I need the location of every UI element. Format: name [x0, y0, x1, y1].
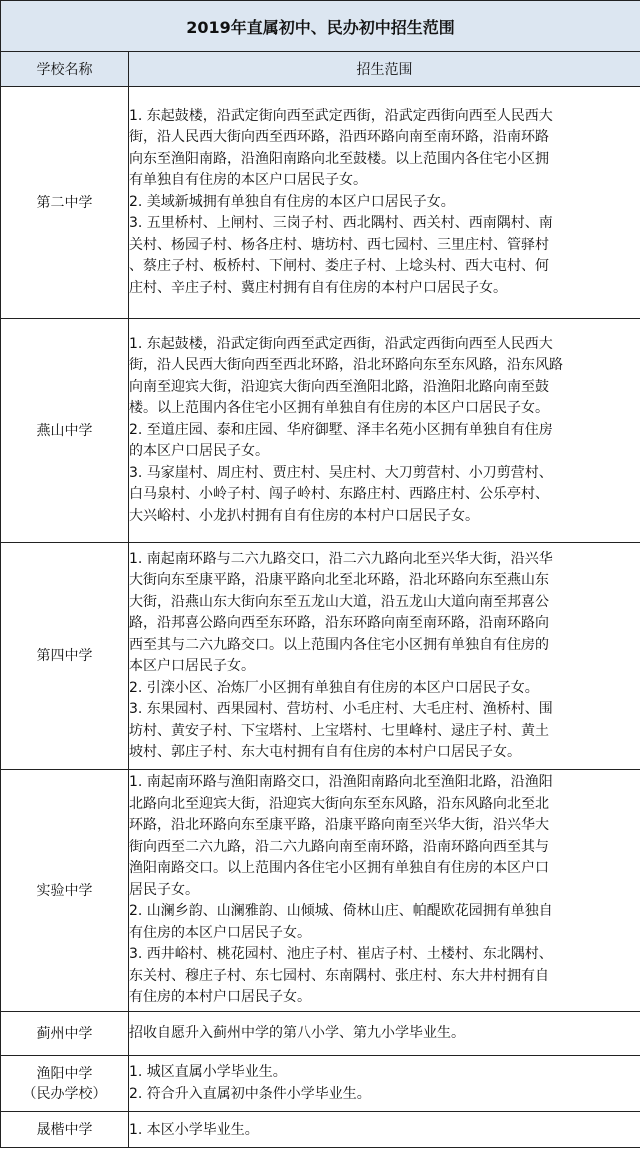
- scope-text-line: 2. 至道庄园、泰和庄园、华府御墅、泽丰名苑小区拥有单独自有住房: [129, 421, 553, 438]
- scope-text-line: 居民子女。: [129, 881, 199, 898]
- scope-text-line: 大街，沿燕山东大街向东至五龙山大道，沿五龙山大道向南至邦喜公: [129, 593, 549, 610]
- header-school: 学校名称: [1, 52, 129, 87]
- scope-text-line: 的本区户口居民子女。: [129, 443, 269, 460]
- scope-text-line: 楼。以上范围内各住宅小区拥有单独自有住房的本区户口居民子女。: [129, 400, 549, 417]
- school-name-cell: [1, 1056, 129, 1112]
- scope-text-line: 坡村、郭庄子村、东大屯村拥有自有住房的本村户口居民子女。: [129, 744, 521, 760]
- scope-text-line: 坊村、黄安子村、下宝塔村、上宝塔村、七里峰村、逯庄子村、黄土: [129, 722, 549, 739]
- scope-text-line: 2. 美域新城拥有单独自有住房的本区户口居民子女。: [129, 193, 455, 210]
- header-scope: 招生范围: [129, 52, 640, 87]
- table-row: [1, 1012, 640, 1056]
- scope-text-line: 1. 南起南环路与二六九路交口，沿二六九路向北至兴华大街，沿兴华: [129, 550, 553, 567]
- scope-text-line: 渔阳南路交口。以上范围内各住宅小区拥有单独自有住房的本区户口: [129, 860, 549, 877]
- title-row: [1, 1, 640, 52]
- admission-scope-cell: [129, 319, 640, 543]
- scope-text-line: 西至其与二六九路交口。以上范围内各住宅小区拥有单独自有住房的: [129, 636, 549, 653]
- school-name: 渔阳中学: [36, 1065, 93, 1082]
- scope-text-line: 庄村、辛庄子村、冀庄村拥有自有住房的本村户口居民子女。: [129, 279, 507, 296]
- table-row: [1, 319, 640, 543]
- header-row: [1, 52, 640, 87]
- admission-scope-cell: [129, 87, 640, 319]
- scope-text-line: 3. 马家崖村、周庄村、贾庄村、吴庄村、大刀剪营村、小刀剪营村、: [129, 464, 553, 481]
- table-title: 2019年直属初中、民办初中招生范围: [1, 1, 640, 52]
- admission-scope-cell: [129, 1012, 640, 1056]
- scope-text-line: 3. 东果园村、西果园村、营坊村、小毛庄村、大毛庄村、渔桥村、围: [129, 701, 553, 717]
- scope-text-line: 1. 东起鼓楼，沿武定街向西至武定西街，沿武定西街向西至人民西大: [129, 335, 553, 352]
- school-name: 燕山中学: [36, 422, 93, 439]
- scope-text-line: 大街向东至康平路，沿康平路向北至北环路，沿北环路向东至燕山东: [129, 572, 549, 588]
- scope-text-line: 环路，沿北环路向东至康平路，沿康平路向南至兴华大街，沿兴华大: [129, 817, 549, 834]
- school-name-cell: [1, 1112, 129, 1148]
- scope-text-line: 、蔡庄子村、板桥村、下闸村、娄庄子村、上埝头村、西大屯村、何: [129, 258, 549, 275]
- school-name-cell: [1, 543, 129, 770]
- admission-scope-cell: [129, 770, 640, 1012]
- table-row: [1, 1112, 640, 1148]
- scope-text-line: 关村、杨园子村、杨各庄村、塘坊村、西七园村、三里庄村、管驿村: [129, 236, 549, 253]
- table-row: [1, 1056, 640, 1112]
- scope-text-line: 2. 引滦小区、冶炼厂小区拥有单独自有住房的本区户口居民子女。: [129, 679, 539, 696]
- scope-text-line: 大兴峪村、小龙扒村拥有自有住房的本村户口居民子女。: [129, 507, 479, 524]
- admission-scope-cell: [129, 543, 640, 770]
- scope-text-line: 有单独自有住房的本区户口居民子女。: [129, 172, 367, 189]
- table-row: [1, 543, 640, 770]
- table-body: [1, 87, 640, 1148]
- school-type-note: （民办学校）: [22, 1085, 107, 1102]
- school-name: 实验中学: [36, 882, 93, 899]
- scope-text-line: 招收自愿升入蓟州中学的第八小学、第九小学毕业生。: [129, 1024, 465, 1041]
- admission-scope-cell: [129, 1112, 640, 1148]
- school-name-cell: [1, 1012, 129, 1056]
- scope-text-line: 路，沿邦喜公路向西至东环路，沿东环路向南至南环路，沿南环路向: [129, 615, 549, 631]
- school-name: 晟楷中学: [36, 1122, 93, 1138]
- school-name-cell: [1, 87, 129, 319]
- table-row: [1, 770, 640, 1012]
- school-name-cell: [1, 770, 129, 1012]
- scope-text-line: 1. 本区小学毕业生。: [129, 1122, 259, 1138]
- scope-text-line: 向东至渔阳南路，沿渔阳南路向北至鼓楼。以上范围内各住宅小区拥: [129, 150, 549, 167]
- scope-text-line: 向南至迎宾大街，沿迎宾大街向西至渔阳北路，沿渔阳北路向南至鼓: [129, 378, 549, 395]
- scope-text-line: 3. 五里桥村、上闸村、三岗子村、西北隅村、西关村、西南隅村、南: [129, 215, 553, 232]
- scope-text-line: 2. 山澜乡韵、山澜雅韵、山倾城、倚林山庄、帕醍欧花园拥有单独自: [129, 903, 553, 920]
- school-name: 蓟州中学: [36, 1025, 93, 1042]
- scope-text-line: 白马泉村、小岭子村、闯子岭村、东路庄村、西路庄村、公乐亭村、: [129, 486, 549, 503]
- scope-text-line: 3. 西井峪村、桃花园村、池庄子村、崔店子村、土楼村、东北隅村、: [129, 946, 553, 963]
- scope-text-line: 北路向北至迎宾大街，沿迎宾大街向东至东风路，沿东风路向北至北: [129, 795, 549, 812]
- school-name-cell: [1, 319, 129, 543]
- scope-text-line: 街，沿人民西大街向西至西北环路，沿北环路向东至东风路，沿东风路: [129, 357, 563, 374]
- scope-text-line: 有住房的本村户口居民子女。: [129, 989, 311, 1006]
- scope-text-line: 1. 城区直属小学毕业生。: [129, 1064, 287, 1080]
- table-row: [1, 87, 640, 319]
- scope-text-line: 1. 东起鼓楼，沿武定街向西至武定西街，沿武定西街向西至人民西大: [129, 107, 553, 124]
- scope-text-line: 本区户口居民子女。: [129, 658, 255, 674]
- school-name: 第四中学: [36, 648, 93, 664]
- scope-text-line: 2. 符合升入直属初中条件小学毕业生。: [129, 1085, 371, 1102]
- school-name: 第二中学: [36, 194, 93, 211]
- scope-text-line: 1. 南起南环路与渔阳南路交口，沿渔阳南路向北至渔阳北路，沿渔阳: [129, 774, 553, 791]
- scope-text-line: 街，沿人民西大街向西至西环路，沿西环路向南至南环路，沿南环路: [129, 129, 549, 146]
- scope-text-line: 有住房的本区户口居民子女。: [129, 924, 311, 941]
- scope-text-line: 街向西至二六九路，沿二六九路向南至南环路，沿南环路向西至其与: [129, 838, 549, 855]
- admission-scope-cell: [129, 1056, 640, 1112]
- scope-text-line: 东关村、穆庄子村、东七园村、东南隅村、张庄村、东大井村拥有自: [129, 967, 549, 984]
